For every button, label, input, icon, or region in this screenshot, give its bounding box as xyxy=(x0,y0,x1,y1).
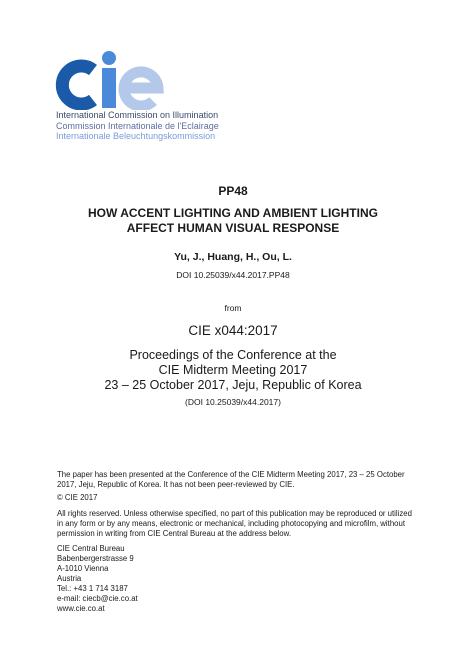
proceedings-title xyxy=(0,348,466,393)
presentation-note: The paper has been presented at the Conference of the CIE Midterm Meeting 2017, 23 – 25 October 2017, Jeju, Republic of Korea. It has not been peer-reviewed by CIE. xyxy=(57,470,405,489)
cie-logo xyxy=(55,48,165,110)
proceedings-line-3: 23 – 25 October 2017, Jeju, Republic of Korea xyxy=(104,378,362,392)
standard-number: CIE x044:2017 xyxy=(188,323,278,338)
address-website: www.cie.co.at xyxy=(57,604,105,613)
proceedings-line-1: Proceedings of the Conference at the xyxy=(129,348,337,362)
paper-code: PP48 xyxy=(218,184,248,198)
address-line: A-1010 Vienna xyxy=(57,564,109,573)
logo-e-letter xyxy=(124,72,158,106)
logo-c-letter xyxy=(62,66,93,104)
proceedings-doi: (DOI 10.25039/x44.2017) xyxy=(185,397,281,407)
copyright: © CIE 2017 xyxy=(57,493,98,502)
paper-title-line-2: AFFECT HUMAN VISUAL RESPONSE xyxy=(126,221,340,235)
logo-i-stem xyxy=(102,68,116,108)
org-name-english: International Commission on Illumination xyxy=(56,110,219,120)
paper-title-line-1: HOW ACCENT LIGHTING AND AMBIENT LIGHTING xyxy=(88,206,378,220)
logo-i-dot xyxy=(102,51,116,65)
paper-authors: Yu, J., Huang, H., Ou, L. xyxy=(174,251,292,263)
address-email: e-mail: ciecb@cie.co.at xyxy=(57,594,138,603)
proceedings-line-2: CIE Midterm Meeting 2017 xyxy=(158,363,308,377)
paper-title xyxy=(0,206,466,236)
address-line: Austria xyxy=(57,574,82,583)
address-block xyxy=(57,544,417,614)
org-name-german: Internationale Beleuchtungskommission xyxy=(56,131,216,141)
org-name-french: Commission Internationale de l'Eclairage xyxy=(56,120,219,131)
address-phone: Tel.: +43 1 714 3187 xyxy=(57,584,128,593)
address-line: CIE Central Bureau xyxy=(57,544,125,553)
logo-organization-names xyxy=(56,110,219,142)
rights-statement: All rights reserved. Unless otherwise specified, no part of this publication may be reproduced or utilized in any form or by any means, electronic or mechanical, including photocopying and microfilm, without permission in writing from CIE Central Bureau at the address below. xyxy=(57,509,412,538)
from-label: from xyxy=(224,303,242,313)
paper-doi: DOI 10.25039/x44.2017.PP48 xyxy=(176,270,290,280)
address-line: Babenbergerstrasse 9 xyxy=(57,554,134,563)
